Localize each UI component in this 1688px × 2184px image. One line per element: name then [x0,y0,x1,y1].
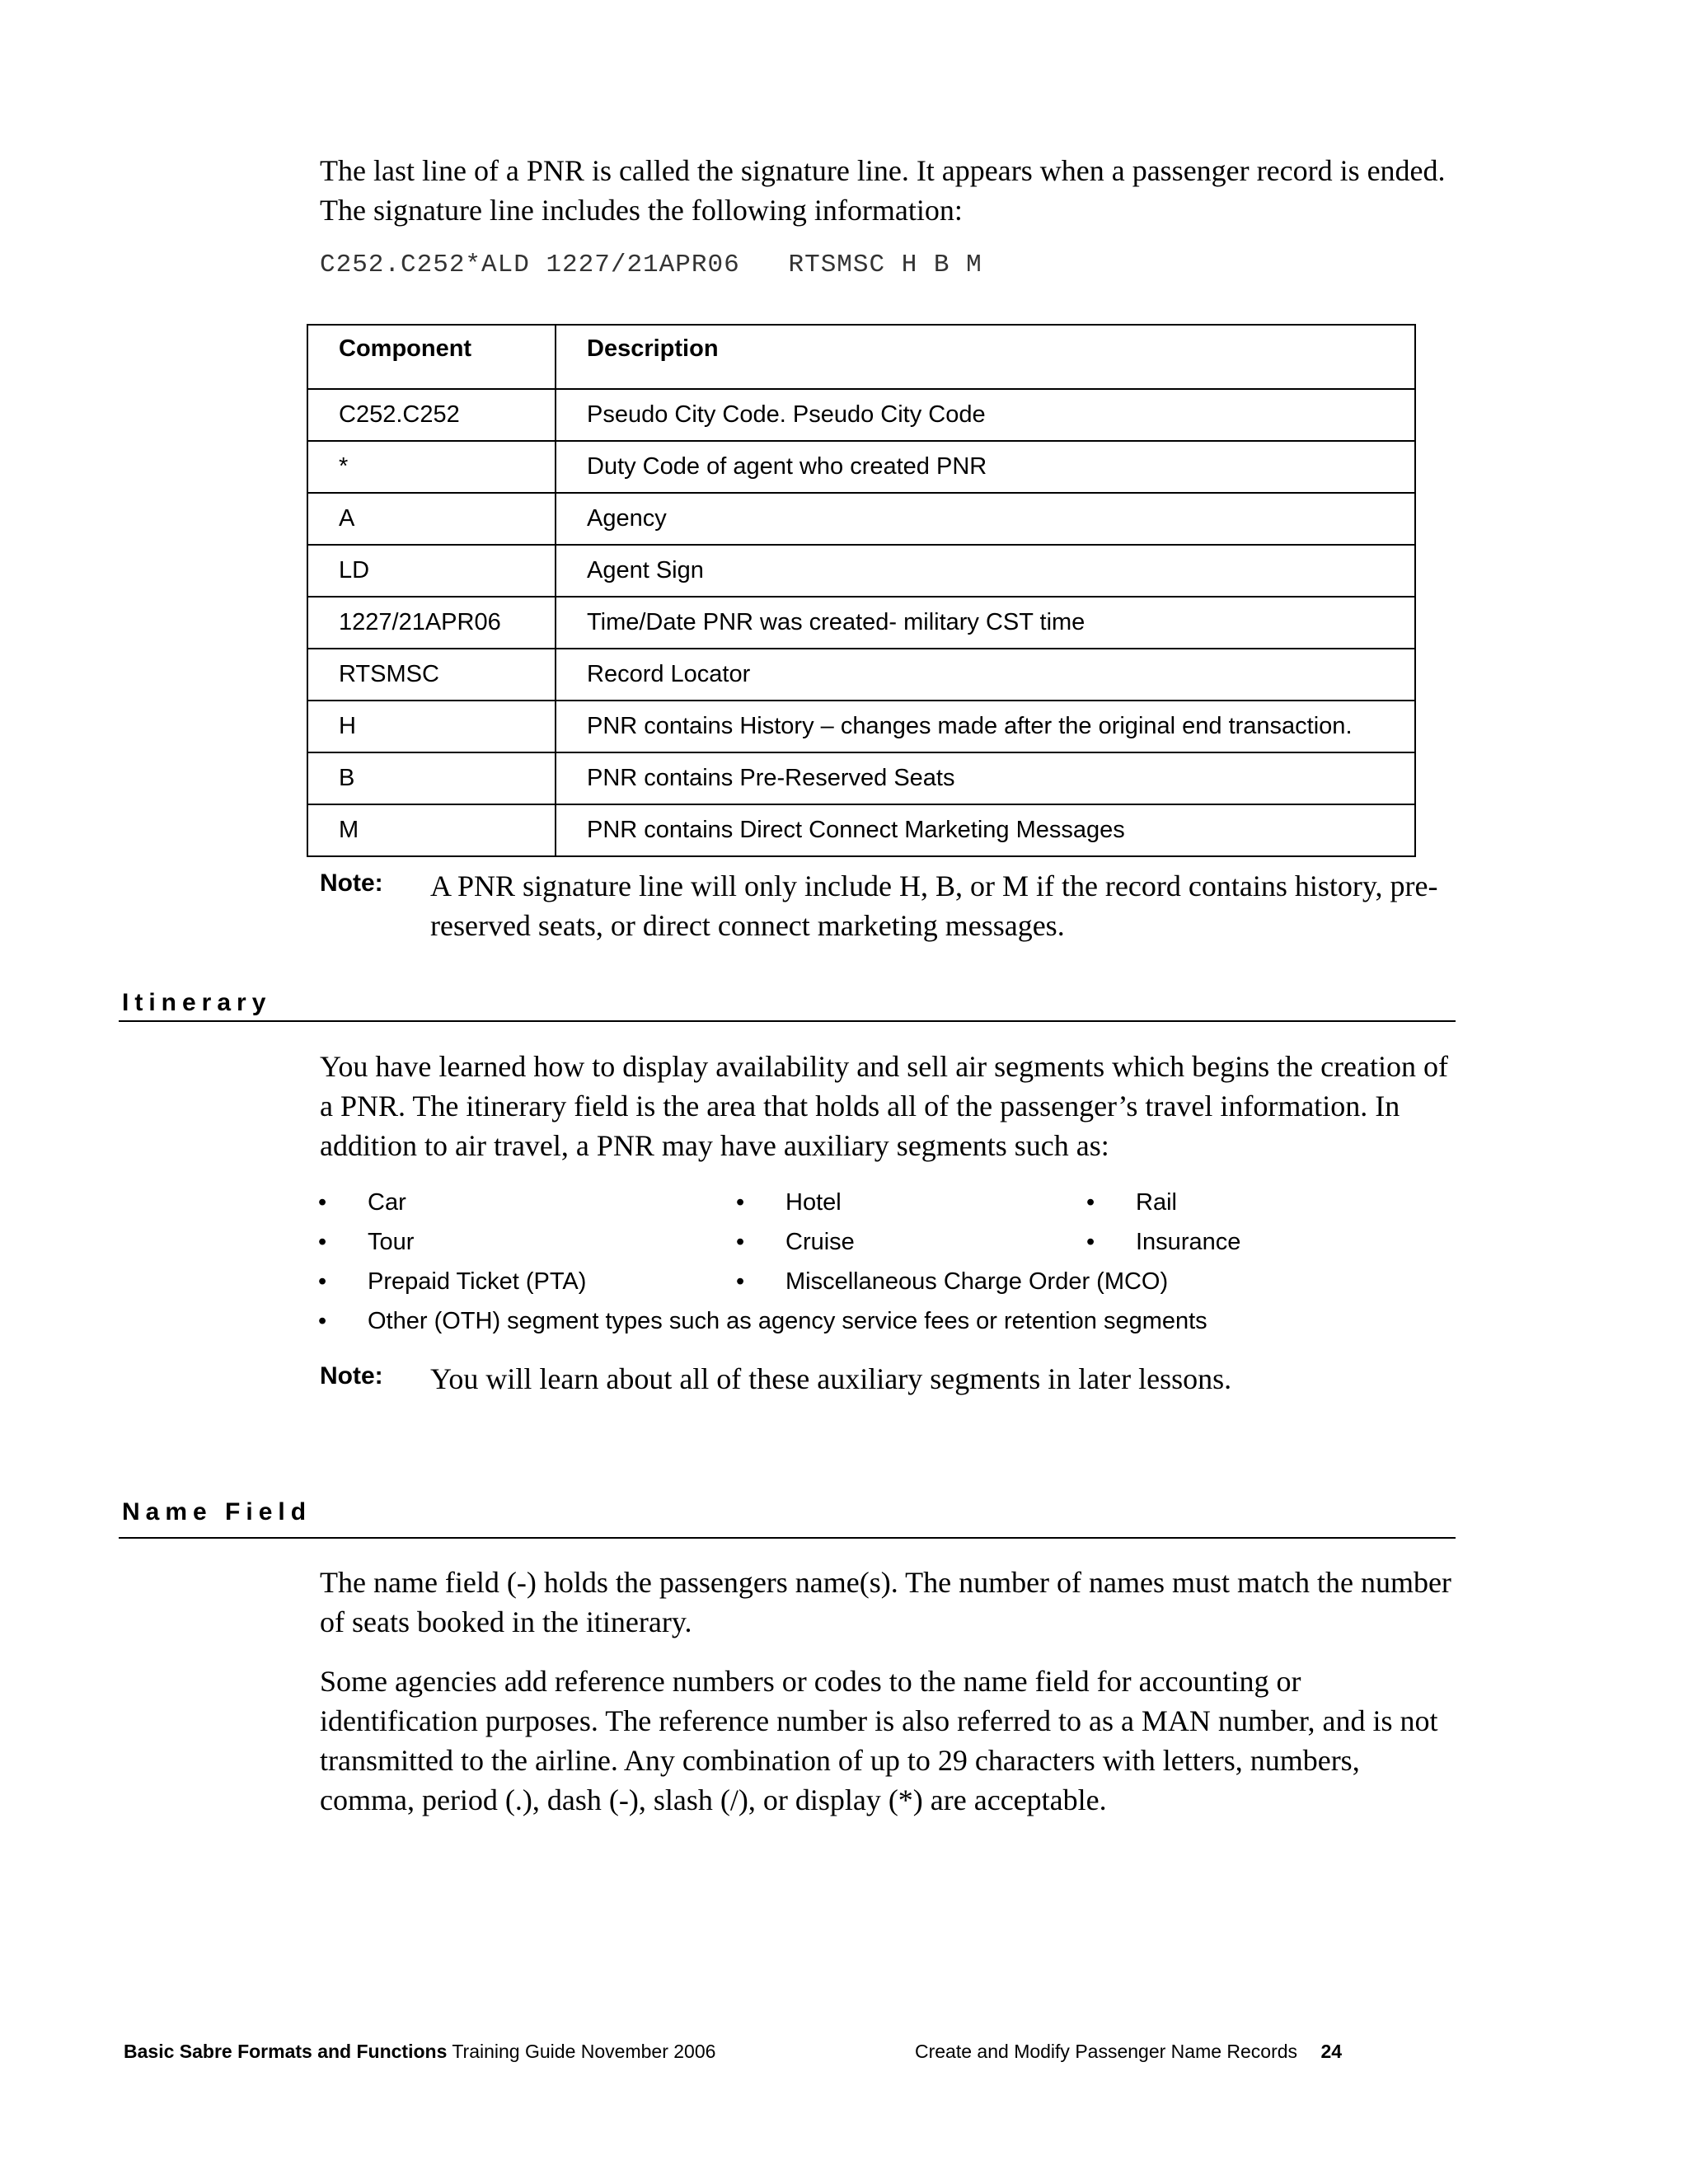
list-item: • Prepaid Ticket (PTA) [318,1268,587,1295]
table-cell-component: H [307,701,556,752]
table-row [307,649,1415,701]
list-item: • Miscellaneous Charge Order (MCO) [736,1268,1169,1295]
intro-paragraph: The last line of a PNR is called the signature line. It appears when a passenger record is ended. The signature line includes the following information: [320,154,1446,227]
table-cell-description: Record Locator [556,649,1415,701]
footer-right [915,2041,1342,2063]
list-item: • Hotel [736,1189,842,1216]
section-heading-name-field: Name Field [122,1498,312,1526]
note-text: A PNR signature line will only include H, B, or M if the record contains history, pre-reserved seats, or direct connect marketing messages. [430,869,1438,942]
table-row [307,389,1415,441]
list-item: • Insurance [1086,1229,1241,1255]
table-cell-description: Time/Date PNR was created- military CST time [556,597,1415,649]
table-row [307,441,1415,493]
table-row [307,752,1415,804]
table-header-component: Component [307,325,556,389]
table-cell-description: Agency [556,493,1415,545]
table-cell-component: C252.C252 [307,389,556,441]
table-cell-description: PNR contains Pre-Reserved Seats [556,752,1415,804]
table-cell-component: A [307,493,556,545]
section-heading-itinerary: Itinerary [122,989,272,1016]
list-item: • Cruise [736,1229,855,1255]
list-item: • Other (OTH) segment types such as agency service fees or retention segments [318,1308,1207,1334]
itinerary-note [320,1359,1465,1399]
note-text: You will learn about all of these auxiliary segments in later lessons. [430,1362,1232,1395]
footer-book-title: Basic Sabre Formats and Functions [124,2041,448,2062]
footer-subtitle: Training Guide November 2006 [452,2041,716,2062]
table-cell-component: * [307,441,556,493]
page-number: 24 [1320,2041,1343,2062]
footer-left [124,2041,715,2063]
section-divider [119,1537,1456,1539]
table-cell-component: RTSMSC [307,649,556,701]
table-cell-description: Duty Code of agent who created PNR [556,441,1415,493]
signature-note [320,866,1465,945]
table-cell-description: Pseudo City Code. Pseudo City Code [556,389,1415,441]
section-divider [119,1020,1456,1022]
table-cell-description: PNR contains Direct Connect Marketing Messages [556,804,1415,856]
name-field-paragraph-2: Some agencies add reference numbers or codes to the name field for accounting or identification purposes. The reference number is also referred to as a MAN number, and is not transmitted to the airline. Any combination of up to 29 characters with letters, numbers, comma, period (.), dash (-), slash (/), or display (*) are acceptable. [320,1665,1438,1816]
itinerary-paragraph: You have learned how to display availability and sell air segments which begins the creation of a PNR. The itinerary field is the area that holds all of the passenger’s travel information. In addition to air travel, a PNR may have auxiliary segments such as: [320,1050,1449,1162]
table-header-row [307,325,1415,389]
footer-chapter: Create and Modify Passenger Name Records [915,2041,1298,2062]
list-item: • Car [318,1189,406,1216]
table-header-description: Description [556,325,1415,389]
name-field-paragraph-1: The name field (-) holds the passengers name(s). The number of names must match the number of seats booked in the itinerary. [320,1566,1451,1638]
table-cell-description: Agent Sign [556,545,1415,597]
table-row [307,701,1415,752]
signature-components-table [307,324,1416,857]
table-row [307,545,1415,597]
table-cell-description: PNR contains History – changes made after the original end transaction. [556,701,1415,752]
note-label: Note: [320,869,383,897]
table-cell-component: B [307,752,556,804]
table-row [307,597,1415,649]
table-cell-component: 1227/21APR06 [307,597,556,649]
table-cell-component: M [307,804,556,856]
signature-line-example: C252.C252*ALD 1227/21APR06 RTSMSC H B M [320,251,982,279]
list-item: • Rail [1086,1189,1177,1216]
table-cell-component: LD [307,545,556,597]
list-item: • Tour [318,1229,415,1255]
note-label: Note: [320,1362,383,1390]
table-row [307,804,1415,856]
table-row [307,493,1415,545]
